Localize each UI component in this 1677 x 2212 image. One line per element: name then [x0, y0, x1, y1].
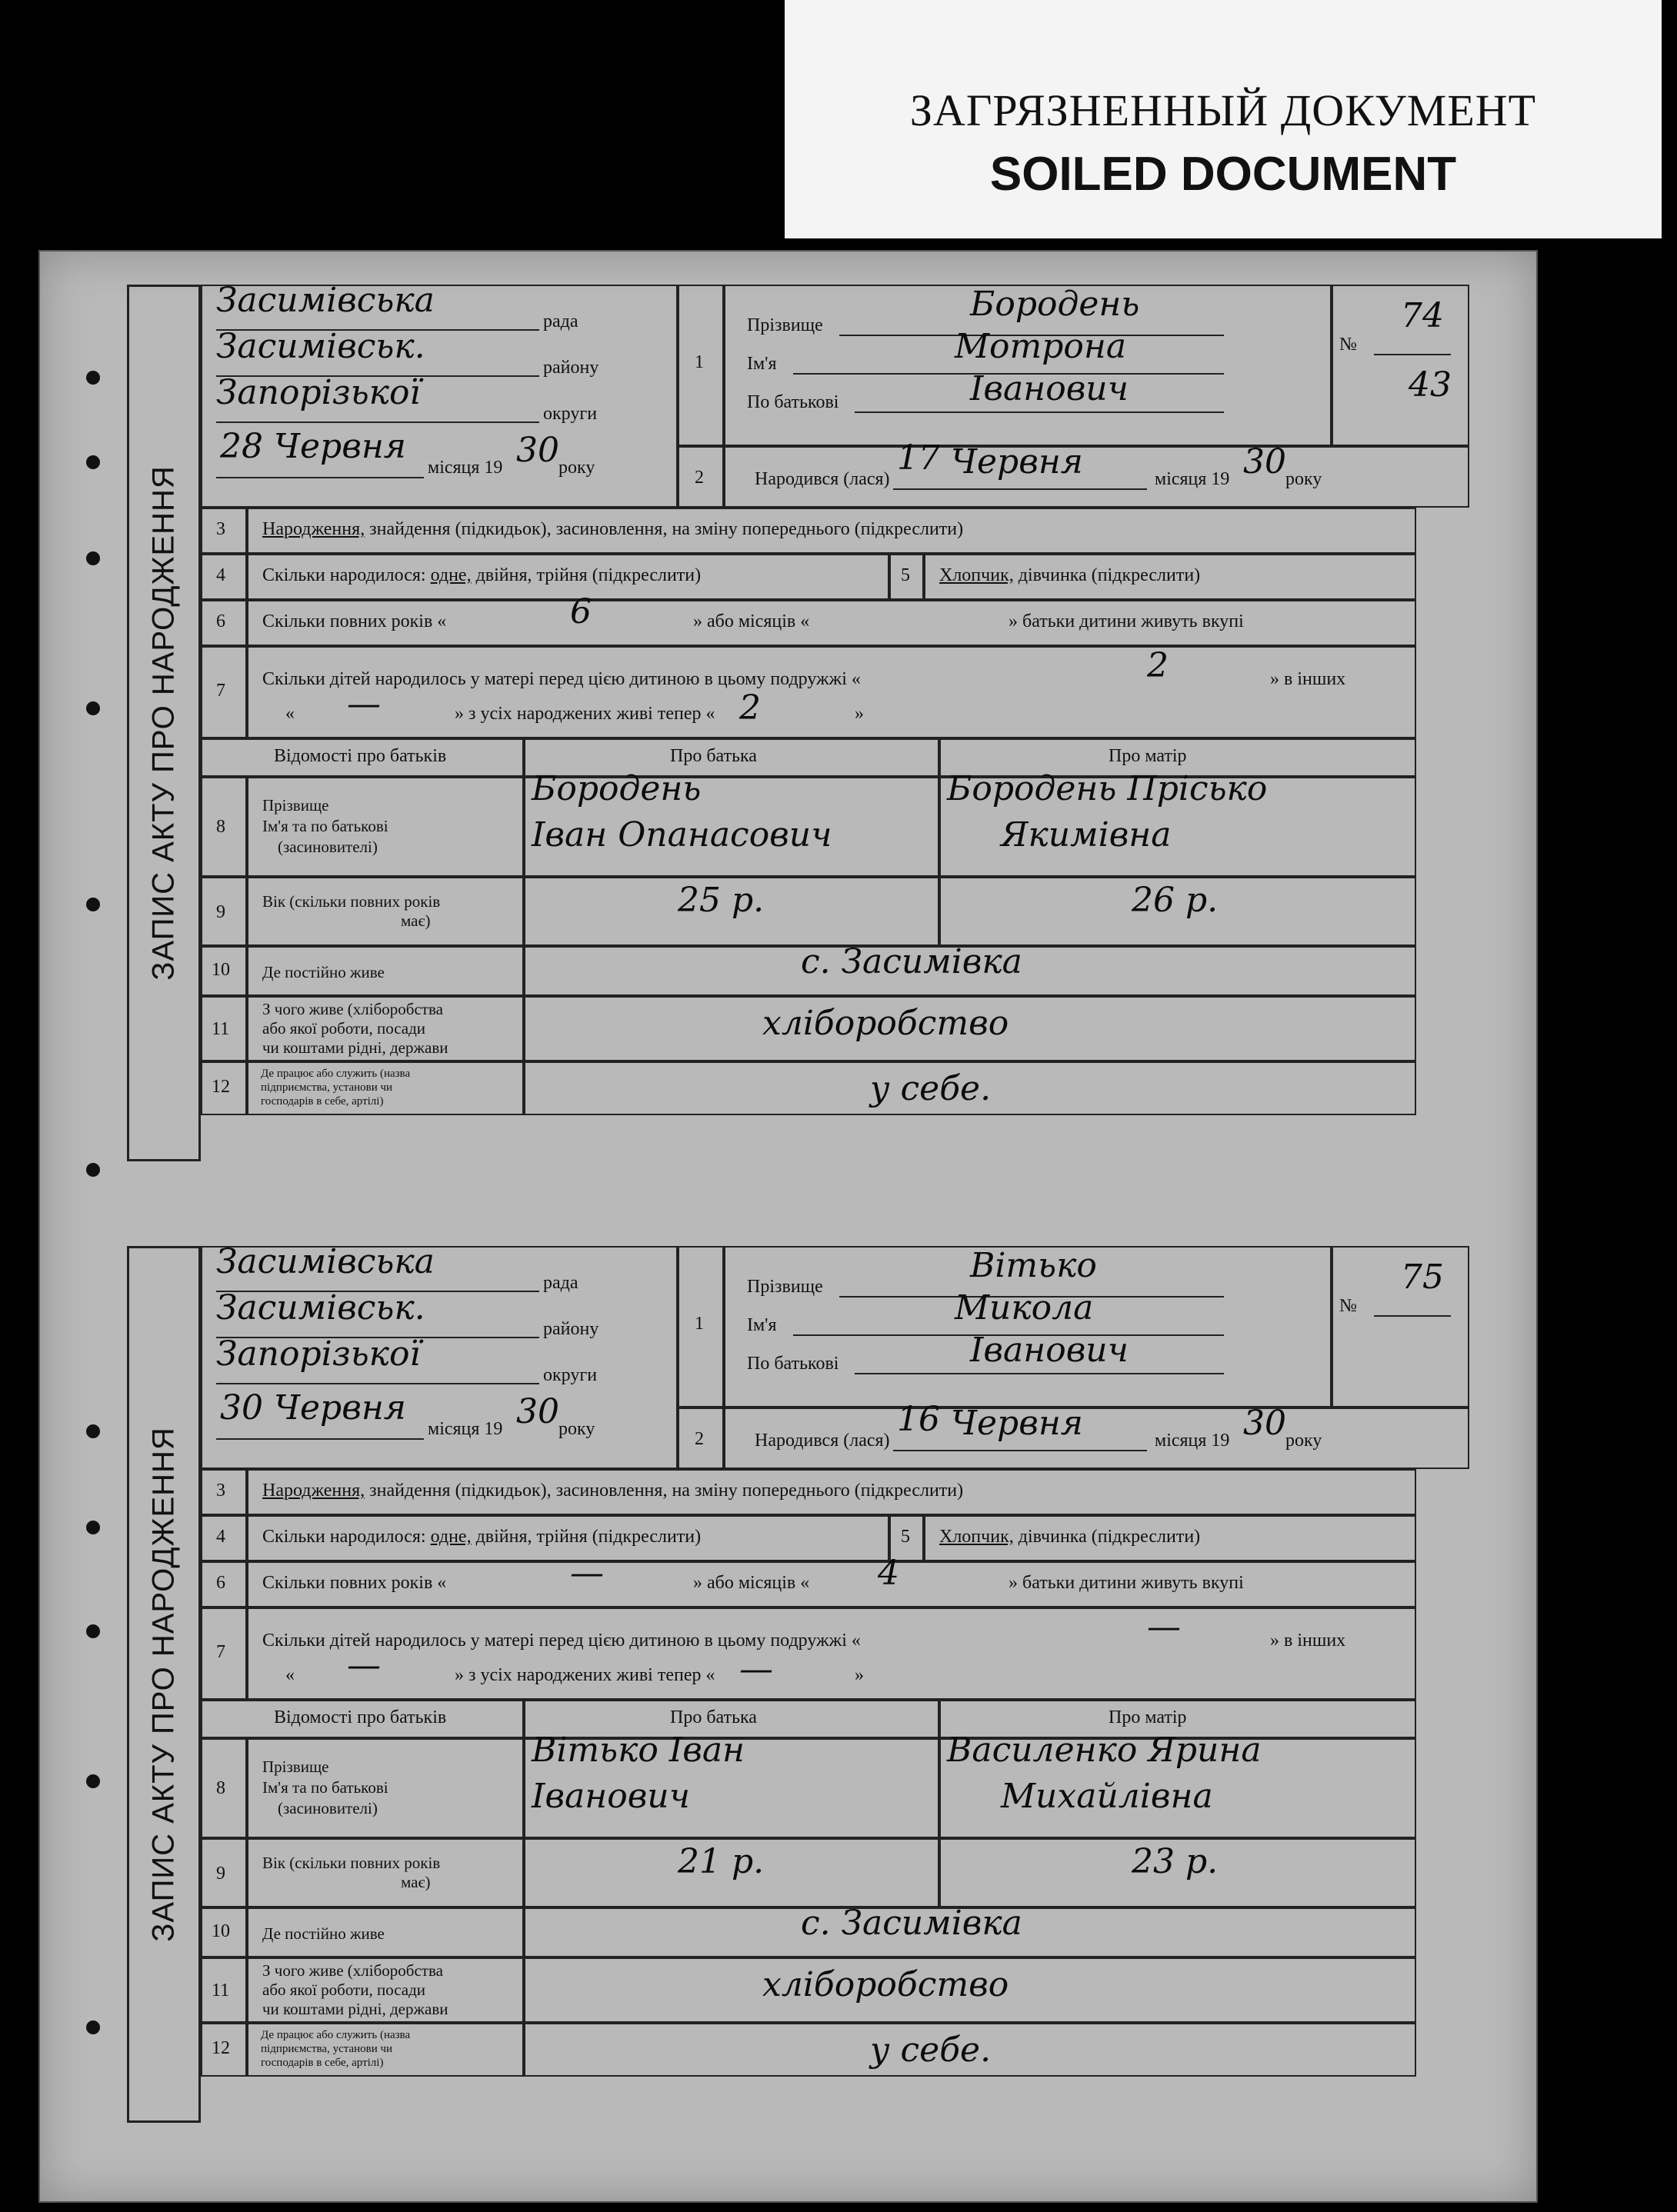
- handwritten-mother-age: 23 р.: [1132, 1842, 1219, 1881]
- handwritten-father-age: 25 р.: [678, 881, 765, 920]
- handwritten-father-name-2: Іванович: [532, 1777, 691, 1816]
- label-okruhy: округи: [543, 404, 598, 424]
- handwritten-children-other: —: [347, 685, 381, 724]
- handwritten-okruh: Запорізької: [216, 373, 421, 412]
- handwritten-mother-name-1: Бородень Прісько: [947, 769, 1268, 808]
- punch-hole: [86, 1774, 100, 1788]
- handwritten-reg-month: Червня: [274, 1388, 406, 1427]
- punch-hole: [86, 1624, 100, 1638]
- handwritten-birth-day: 16: [897, 1400, 940, 1439]
- label-rayonu: району: [543, 358, 599, 378]
- label-born: Народився (лася): [755, 1431, 890, 1451]
- label-surname: Прізвище: [747, 1277, 823, 1297]
- handwritten-birth-month: Червня: [951, 1404, 1083, 1443]
- label-patronymic: По батькові: [747, 1354, 839, 1374]
- row-number: 1: [695, 352, 704, 372]
- stamp-line-russian: ЗАГРЯЗНЕННЫЙ ДОКУМЕНТ: [909, 85, 1537, 135]
- handwritten-reg-month: Червня: [274, 427, 406, 466]
- birth-record-form-2: ЗАПИС АКТУ ПРО НАРОДЖЕННЯ Засимівська рада Засимівськ. району Запорізької округи 30 Червня місяця 19 30 року 1 Прізвище Вітько Ім'я Микола По батькові Іванович № 75 2 Народився (лася) 16 Червня місяця 19 30 року 3 Народження, знайдення (підкидьок), засиновлення, на зміну попереднього (підкреслити) 4 Скільки народилося: одне, двійня, трійня (підкреслити) 5 Хлопчик, дівчинка (підкреслити) 6 Скільки повних років « — » або місяців « 4 » батьки дитини живуть вкупі 7 Скільки дітей народилось у матері перед цією дитиною в цьому подружжі « — » в інших « — » з усіх народжених живі тепер « — » Відомості про батьків Про батька Про матір 8 Прізвище Ім'я та по батькові (засиновителі) Вітько Іван Іванович Василенко Ярина Михайлівна 9 Вік (скільки повних років має) 21 р. 23 р. 10 Де постійно живе с. Засимівка 11 З чого живе (хліборобства або якої роботи, посади чи коштами рідні, держави хліборобство 12 Де працює або служить (назва підприємства, установи чи господарів в себе, артілі) у себе.: [127, 1246, 1469, 2123]
- handwritten-rayon: Засимівськ.: [216, 1288, 425, 1328]
- handwritten-father-age: 21 р.: [678, 1842, 765, 1881]
- handwritten-residence: с. Засимівка: [801, 1904, 1022, 1943]
- handwritten-years-together: —: [570, 1554, 604, 1593]
- punch-hole: [86, 455, 100, 469]
- handwritten-workplace: у себе.: [870, 1069, 992, 1108]
- punch-hole: [86, 1163, 100, 1177]
- record-number: 75: [1401, 1258, 1444, 1297]
- handwritten-occupation: хліборобство: [762, 1004, 1009, 1043]
- label-rada: рада: [543, 1273, 578, 1293]
- handwritten-father-name-1: Бородень: [532, 769, 702, 808]
- punch-hole: [86, 551, 100, 565]
- handwritten-name: Микола: [955, 1288, 1094, 1328]
- label-no: №: [1339, 335, 1357, 355]
- handwritten-name: Мотрона: [955, 327, 1127, 366]
- handwritten-children-alive: —: [739, 1650, 773, 1689]
- label-born: Народився (лася): [755, 469, 890, 489]
- label-name: Ім'я: [747, 354, 777, 374]
- row-number: 1: [695, 1314, 704, 1334]
- label-surname: Прізвище: [747, 315, 823, 335]
- label-patronymic: По батькові: [747, 392, 839, 412]
- handwritten-birth-month: Червня: [951, 442, 1083, 481]
- label-no: №: [1339, 1296, 1357, 1316]
- soiled-document-stamp: [785, 0, 1662, 238]
- handwritten-years-together: 6: [570, 592, 592, 631]
- handwritten-patronymic: Іванович: [970, 1331, 1129, 1370]
- label-okruhy: округи: [543, 1365, 598, 1385]
- label-roku: року: [558, 1419, 595, 1439]
- handwritten-children-before: —: [1147, 1607, 1181, 1647]
- handwritten-mother-name-1: Василенко Ярина: [947, 1731, 1262, 1770]
- handwritten-birth-day: 17: [897, 438, 940, 478]
- handwritten-father-name-2: Іван Опанасович: [532, 815, 832, 854]
- handwritten-surname: Бородень: [970, 285, 1140, 324]
- handwritten-mother-name-2: Якимівна: [1001, 815, 1172, 854]
- handwritten-mother-name-2: Михайлівна: [1001, 1777, 1213, 1816]
- handwritten-surname: Вітько: [970, 1246, 1097, 1285]
- handwritten-okruh: Запорізької: [216, 1334, 421, 1374]
- handwritten-reg-day: 28: [220, 427, 263, 466]
- handwritten-reg-year: 30: [516, 1392, 559, 1431]
- handwritten-children-before: 2: [1147, 646, 1169, 685]
- label-misiatsia: місяця 19: [428, 1419, 503, 1439]
- handwritten-children-alive: 2: [739, 688, 761, 728]
- birth-record-form-1: ЗАПИС АКТУ ПРО НАРОДЖЕННЯ Засимівська рада Засимівськ. району Запорізької округи 28 Червня місяця 19 30 року 1 Прізвище Бородень Ім'я Мотрона По батькові Іванович № 74 43 2 Народився (лася) 17 Червня місяця 19 30 року 3 Народження, знайдення (підкидьок), засиновлення, на зміну попереднього (підкреслити) 4 Скільки народилося: одне, двійня, трійня (підкреслити) 5 Хлопчик, дівчинка (підкреслити) 6 Скільки повних років « 6 » або місяців « » батьки дитини живуть вкупі 7 Скільки дітей народилось у матері перед цією дитиною в цьому подружжі « 2 » в інших « — » з усіх народжених живі тепер « 2 » Відомості про батьків Про батька Про матір 8 Прізвище Ім'я та по батькові (засиновителі) Бородень Іван Опанасович Бородень Прісько Якимівна 9 Вік (скільки повних років має) 25 р. 26 р. 10 Де постійно живе с. Засимівка 11 З чого живе (хліборобства або якої роботи, посади чи коштами рідні, держави хліборобство 12 Де працює або служить (назва підприємства, установи чи господарів в себе, артілі) у себе.: [127, 285, 1469, 1161]
- punch-hole: [86, 701, 100, 715]
- handwritten-patronymic: Іванович: [970, 369, 1129, 408]
- record-number-secondary: 43: [1409, 365, 1452, 405]
- label-roku: року: [558, 458, 595, 478]
- label-misiatsia: місяця 19: [428, 458, 503, 478]
- handwritten-rada: Засимівська: [216, 281, 435, 320]
- punch-hole: [86, 1424, 100, 1438]
- punch-hole: [86, 371, 100, 385]
- handwritten-rayon: Засимівськ.: [216, 327, 425, 366]
- handwritten-months-together: 4: [878, 1554, 899, 1593]
- label-rada: рада: [543, 311, 578, 331]
- handwritten-rada: Засимівська: [216, 1242, 435, 1281]
- punch-hole: [86, 1521, 100, 1534]
- handwritten-occupation: хліборобство: [762, 1965, 1009, 2004]
- handwritten-mother-age: 26 р.: [1132, 881, 1219, 920]
- record-number: 74: [1401, 296, 1444, 335]
- handwritten-children-other: —: [347, 1646, 381, 1685]
- form-side-title: ЗАПИС АКТУ ПРО НАРОДЖЕННЯ: [127, 1246, 201, 2123]
- handwritten-workplace: у себе.: [870, 2030, 992, 2070]
- handwritten-reg-day: 30: [220, 1388, 263, 1427]
- handwritten-birth-year: 30: [1243, 1404, 1286, 1443]
- row-7-children: [247, 646, 1416, 738]
- punch-hole: [86, 2020, 100, 2034]
- label-name: Ім'я: [747, 1315, 777, 1335]
- handwritten-birth-year: 30: [1243, 442, 1286, 481]
- punch-hole: [86, 898, 100, 911]
- row-7-children: [247, 1607, 1416, 1700]
- form-side-title: ЗАПИС АКТУ ПРО НАРОДЖЕННЯ: [127, 285, 201, 1161]
- stamp-line-english: SOILED DOCUMENT: [989, 148, 1457, 201]
- handwritten-father-name-1: Вітько Іван: [532, 1731, 745, 1770]
- label-rayonu: району: [543, 1319, 599, 1339]
- handwritten-residence: с. Засимівка: [801, 942, 1022, 981]
- handwritten-reg-year: 30: [516, 431, 559, 470]
